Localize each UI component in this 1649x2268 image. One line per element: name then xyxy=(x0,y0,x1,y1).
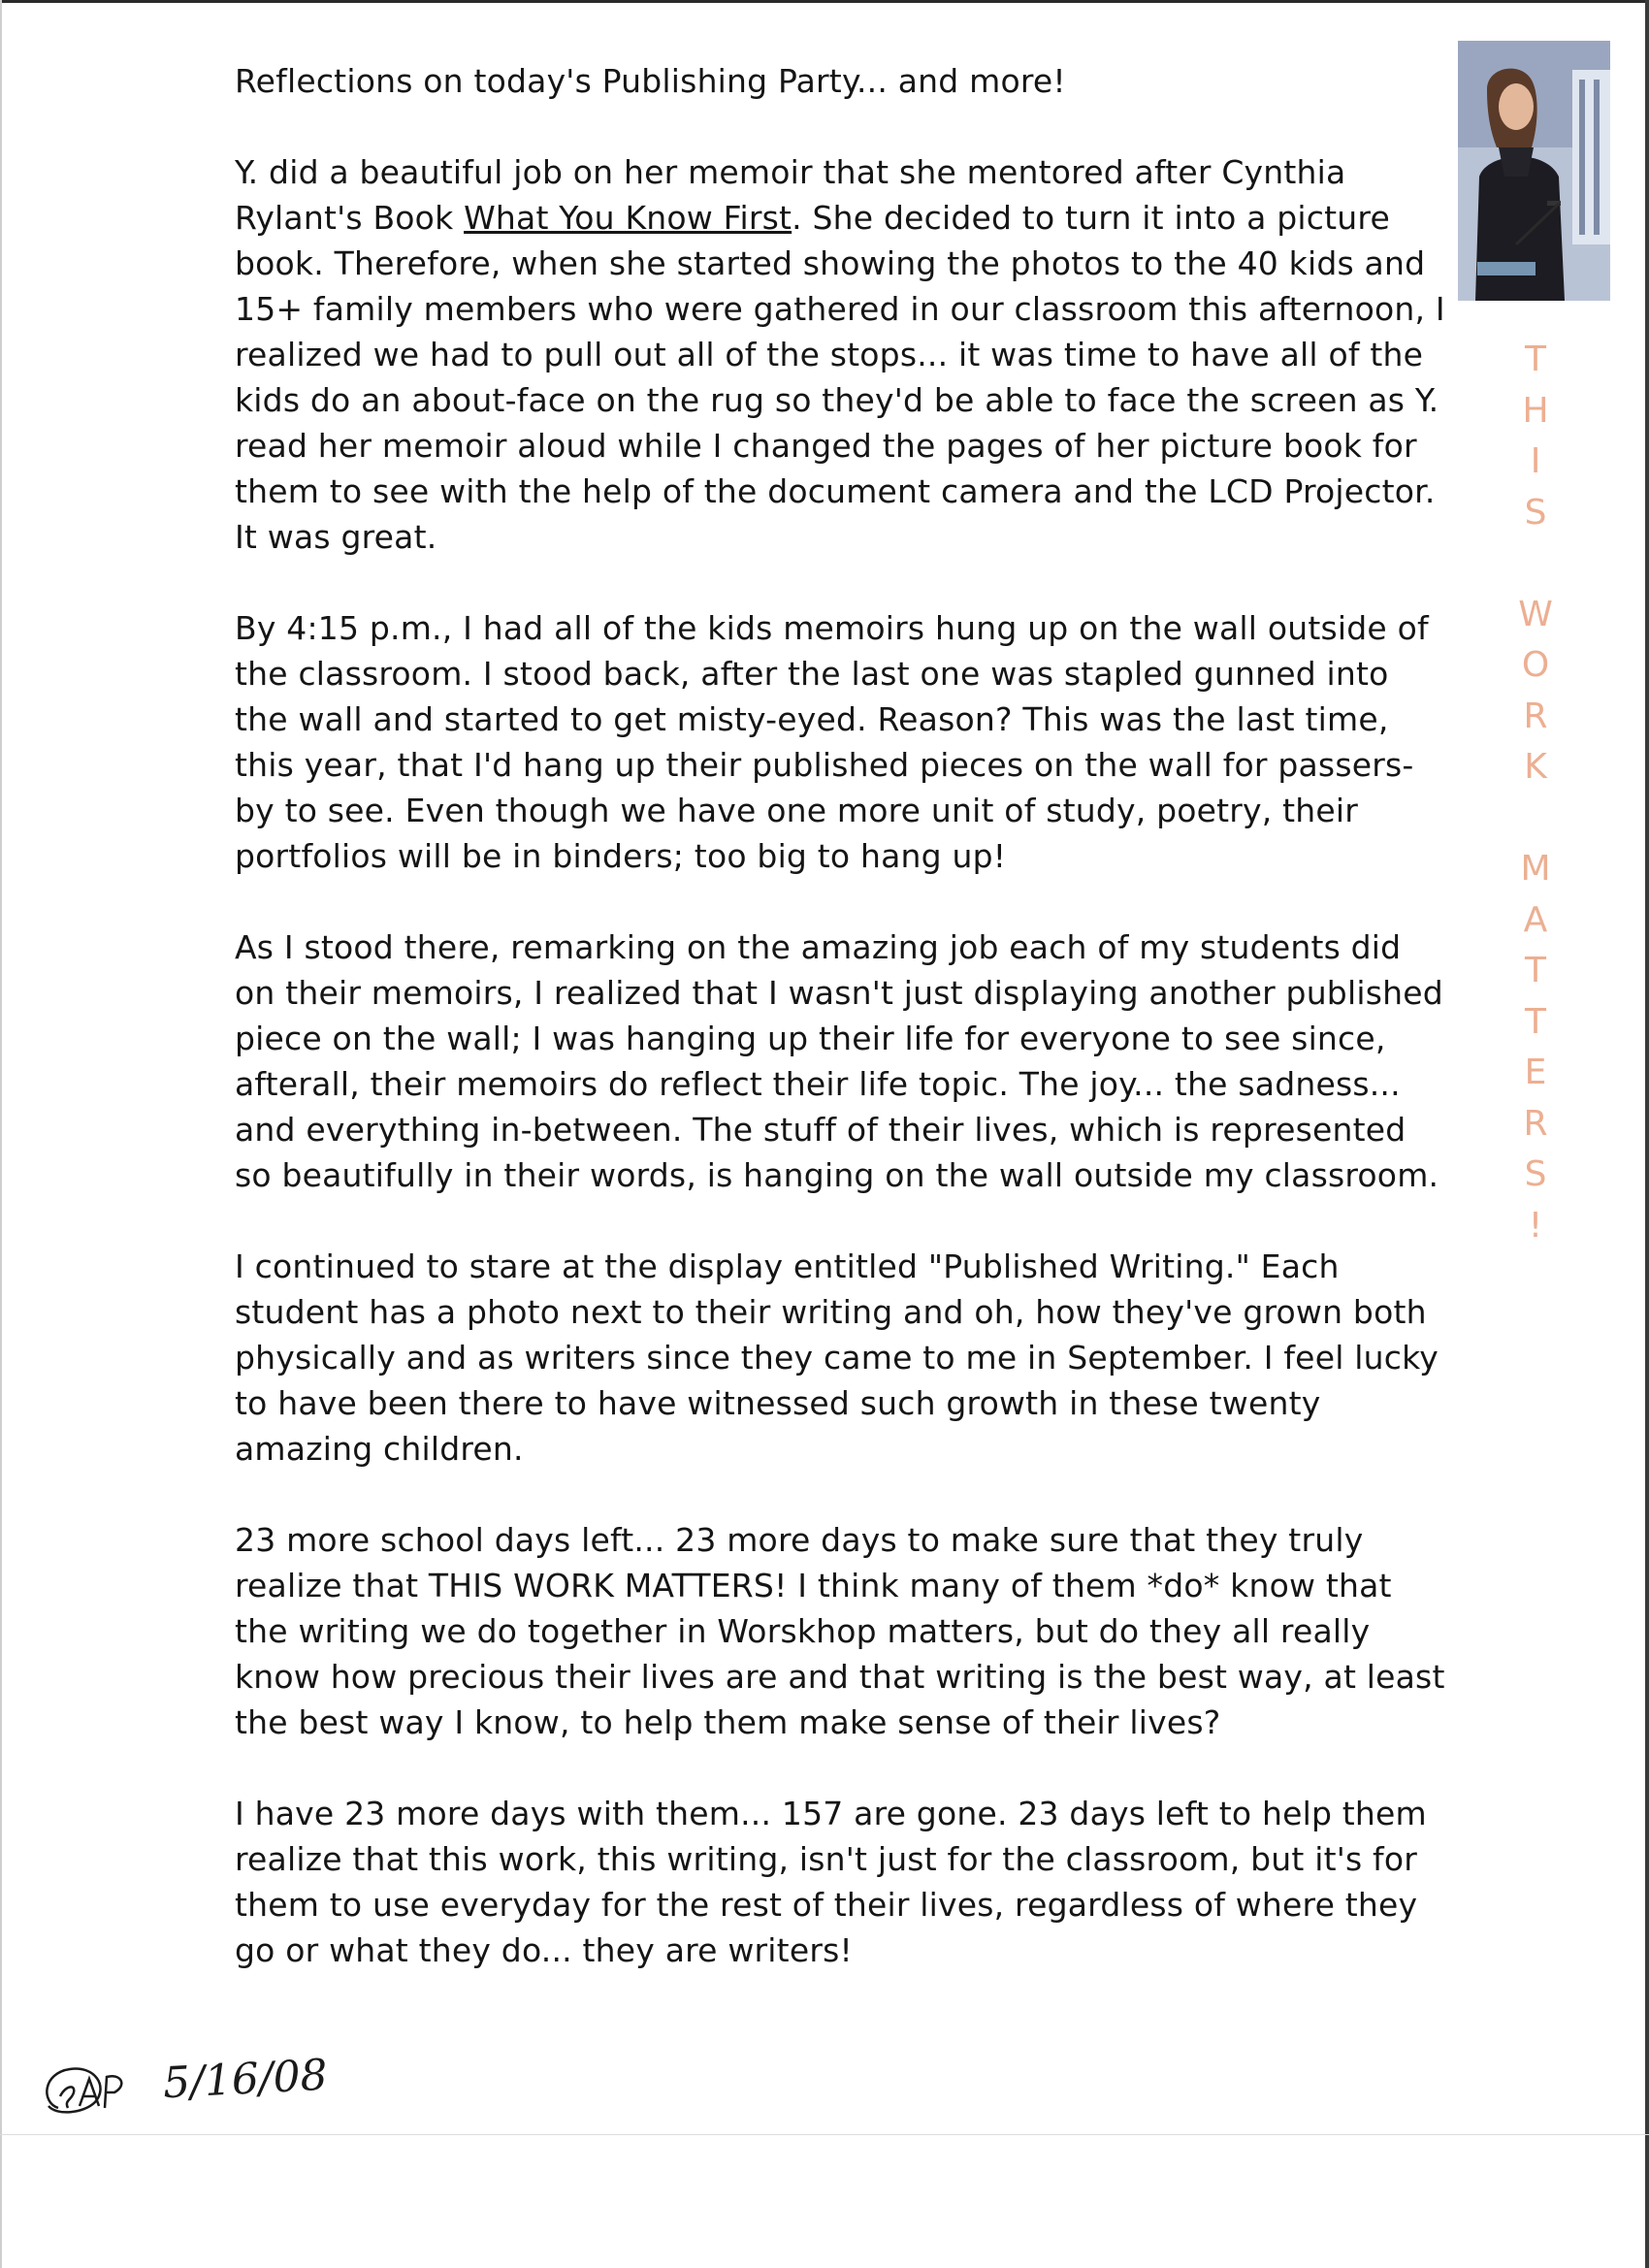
vertical-letter: T xyxy=(1525,340,1546,379)
vertical-title xyxy=(1463,335,1608,1251)
vertical-letter: W xyxy=(1518,594,1553,634)
paragraph-2: By 4:15 p.m., I had all of the kids memoirs hung up on the wall outside of the classroom. I stood back, after the last one was stapled gunned into the wall and started to get misty-eyed. Reason? This was the last time, this year, that I'd hang up their published pieces on the wall for passers-by to see. Even though we have one more unit of study, poetry, their portfolios will be in binders; too big to hang up! xyxy=(235,609,1429,875)
scan-edge-top xyxy=(0,0,1649,3)
page-title: Reflections on today's Publishing Party... and more! xyxy=(235,62,1066,100)
vertical-letter: R xyxy=(1523,1103,1548,1144)
paragraph-1-part-a: Y. did a beautiful job on her memoir that she mentored after Cynthia Rylant's Book xyxy=(235,153,1346,237)
vertical-letter: E xyxy=(1524,1053,1547,1092)
vertical-gap xyxy=(1463,538,1608,590)
vertical-letter: K xyxy=(1524,747,1547,787)
document-body xyxy=(235,58,1447,2019)
vertical-letter: ! xyxy=(1528,1205,1543,1246)
vertical-letter: S xyxy=(1524,492,1547,533)
paragraph-6: I have 23 more days with them... 157 are gone. 23 days left to help them realize that this work, this writing, isn't just for the classroom, but it's for them to use everyday for the rest of their lives, regardless of where they go or what they do... they are writers! xyxy=(235,1795,1427,1969)
paragraph-5: 23 more school days left... 23 more days to make sure that they truly realize that THIS WORK MATTERS! I think many of them *do* know that the writing we do together in Worskhop matters, but do they all really know how precious their lives are and that writing is the best way, at least the best way I know, to help them make sense of their lives? xyxy=(235,1521,1445,1741)
vertical-letter: S xyxy=(1524,1154,1547,1194)
vertical-letter: R xyxy=(1523,696,1548,736)
vertical-letter: T xyxy=(1525,1001,1546,1042)
paragraph-3: As I stood there, remarking on the amazing job each of my students did on their memoirs, I realized that I wasn't just displaying another published piece on the wall; I was hanging up their life for everyone to see since, afterall, their memoirs do reflect their life topic. The joy... the sadness... and everything in-between. The stuff of their lives, which is represented so beautifully in their words, is hanging on the wall outside my classroom. xyxy=(235,928,1443,1194)
vertical-letter: O xyxy=(1521,645,1550,685)
author-photo xyxy=(1458,41,1610,301)
vertical-gap xyxy=(1463,794,1608,845)
scan-edge-left xyxy=(0,0,2,2268)
scan-edge-right xyxy=(1645,0,1649,2268)
book-title: What You Know First xyxy=(464,199,792,237)
paragraph-4: I continued to stare at the display entitled "Published Writing." Each student has a photo next to their writing and oh, how they've grown both physically and as writers since they came to me in September. I feel lucky to have been there to have witnessed such growth in these twenty amazing children. xyxy=(235,1247,1439,1468)
paragraph-1 xyxy=(235,149,1447,560)
vertical-letter: A xyxy=(1523,899,1548,940)
vertical-letter: I xyxy=(1530,441,1541,481)
page-divider xyxy=(0,2134,1649,2135)
vertical-letter: T xyxy=(1525,951,1546,990)
author-photo-image xyxy=(1458,41,1610,301)
vertical-letter: M xyxy=(1520,849,1551,889)
vertical-letter: H xyxy=(1522,390,1549,431)
paragraph-1-part-b: . She decided to turn it into a picture book. Therefore, when she started showing the photos to the 40 kids and 15+ family members who were gathered in our classroom this afternoon, I realized we had to pull out all of the stops... it was time to have all of the kids do an about-face on the rug so they'd be able to face the screen as Y. read her memoir aloud while I changed the pages of her picture book for them to see with the help of the document camera and the LCD Projector. It was great. xyxy=(235,199,1445,556)
signature-date: 5/16/08 xyxy=(161,2050,329,2109)
